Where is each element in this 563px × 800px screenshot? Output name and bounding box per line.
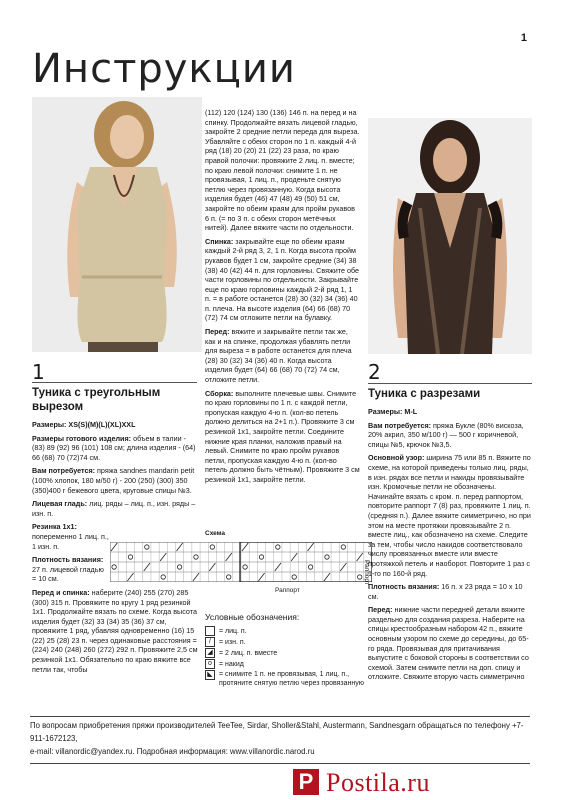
- page-number: 1: [520, 32, 527, 44]
- m2-materials-value: пряжа Букле (80% вискоза, 20% акрил, 350 м/100 г) — 500 г коричневой, спицы №5, крючок №3,5.: [368, 420, 524, 449]
- m2-front-value: нижние части передней детали вяжите раздельно для создания разреза. Наберите на спицы крестообразным набором 42 п., вяжите основным узором по схеме до середины, до 65-го ряда. Провязывая для притачивания выпустите с боковой стороны в соответствии со схемой. Затем снимите петли на доп. спицу и отложите. Свяжите вторую часть симметрично: [368, 605, 529, 682]
- sizes-label: Размеры:: [32, 420, 67, 429]
- model1-title: Туника с треугольным вырезом: [32, 387, 161, 413]
- scheme-label: Схема: [205, 530, 226, 537]
- rib-value: попеременно 1 лиц. п., 1 изн. п.: [32, 531, 109, 551]
- col2-paragraph: (112) 120 (124) 130 (136) 146 п. на перед и на спинку. Продолжайте вязать лицевой гладью, закройте 2 средние петли переда для выреза. Убавляйте с обеих сторон по 1 п. каждый 4-й ряд (18) 20 (20) 21 (22) 23 раза, по краю правой полочки: провяжите 2 лиц. п. вместе; по краю левой полочки: снимите 1 п. не провязывая, 1 лиц. п., проденьте снятую петлю через провязанную. Когда высота изделия будет (46) 47 (48) 49 (50) 51 см, закройте по обеим краям для пройм рукавов 6 п. (= по 3 п. с обеих сторон метёчных нитей). Далее вяжите части по отдельности.: [205, 108, 360, 233]
- page-title: Инструкции: [32, 46, 296, 92]
- front-back-label: Перед и спинка:: [32, 587, 90, 597]
- knitting-scheme: [110, 542, 372, 582]
- model2-rule: [368, 383, 532, 384]
- model1-column2: [205, 108, 360, 489]
- model2-photo: [368, 118, 532, 354]
- front-label: Перед:: [205, 327, 230, 337]
- rib-label: Резинка 1х1:: [32, 522, 77, 532]
- front-value: вяжите и закрывайте петли так же, как и на спинке, продолжая убавлять петли для выреза = в работе останется для плеча (28) 30 (32) 34 (36) 40 п. Когда высота изделия будет (64) 66 (68) 70 (72) 74 см, отложите петли.: [205, 327, 352, 385]
- assembly-label: Сборка:: [205, 388, 234, 398]
- watermark-text: Postila.ru: [326, 768, 430, 797]
- model1-rule: [32, 382, 197, 383]
- finished-size-label: Размеры готового изделия:: [32, 433, 132, 443]
- back-label: Спинка:: [205, 236, 234, 246]
- footer-email[interactable]: e-mail: villanordic@yandex.ru: [30, 747, 133, 756]
- stockinette-label: Лицевая гладь:: [32, 499, 88, 509]
- scheme-repeat-label-vertical: Раппорт: [363, 560, 370, 585]
- back-value: закрывайте еще по обеим краям каждый 2-й ряд 3, 2, 1 п. Когда высота пройм рукавов будет 1 см, закройте средние (34) 38 (38) 40 (42) 44 п. для горловины. Свяжите обе части горловины по отдельности. Закрывайте еще по краю горловины каждый 2-й ряд 1, 1 п. = в работе останется (28) 30 (32) 34 (36) 40 п. плеча. На высоте изделия (64) 66 (68) 70 (72) 74 см отложите петли на булавку.: [205, 236, 360, 323]
- m2-sizes-value: M-L: [404, 407, 418, 416]
- legend: [205, 612, 365, 688]
- legend-item: ◢ = 2 лиц. п. вместе: [205, 648, 365, 659]
- m2-front-label: Перед:: [368, 605, 393, 615]
- gauge-value: 27 п. лицевой гладью = 10 см.: [32, 564, 104, 584]
- model2-photo-illustration: [368, 118, 532, 354]
- materials-label: Вам потребуется:: [32, 466, 96, 476]
- scheme-grid: [110, 542, 372, 582]
- legend-item: / = изн. п.: [205, 637, 365, 648]
- finished-size-value: объем в талии - (83) 89 (92) 96 (101) 108 см; длина изделия - (64) 66 (68) 70 (72)74 см.: [32, 433, 196, 462]
- assembly-value: выполните плечевые швы. Снимите по краю горловины по 1 п. с каждой петли, пропуская каждую 4-ю п. (кол-во петель должно делиться на 2+1 п.). Провяжите 3 см резинкой 1х1, закройте петли. Соедините нижние края планки, наложив правый на левый. Снимите по краю пройм рукавов петли, пропуская каждую 4-ю п. (кол-во петель должно быть чётным). Провяжите 3 см резинкой 1х1, закройте петли.: [205, 388, 360, 484]
- front-back-value: наберите (240) 255 (270) 285 (300) 315 п. Провяжите по кругу 1 ряд резинкой 1х1. Продолжайте вязать по схеме. Когда высота изделия будет (32) 33 (34) 35 (36) 37 см, провяжите 1 ряд, убавляя одновременно (16) 15 (22) 25 (28) 23 п. через одинаковые расстояния = (224) 240 (248) 260 (272) 292 п. Провяжите 2,5 см резинкой 1х1. Обязательно по краю вяжите все петли так, чтобы: [32, 587, 198, 674]
- model1-photo: [32, 97, 202, 352]
- footer: [30, 716, 530, 764]
- footer-website[interactable]: Подробная информация: www.villanordic.narod.ru: [136, 747, 315, 756]
- m2-gauge-value: 16 п. х 23 ряда = 10 х 10 см.: [368, 582, 523, 601]
- m2-sizes-label: Размеры:: [368, 407, 403, 416]
- skp-icon: ◣: [205, 670, 215, 680]
- watermark-logo-icon: P: [293, 769, 319, 795]
- legend-item: ◣ = снимите 1 п. не провязывая, 1 лиц. п., протяните снятую петлю через провязанную: [205, 670, 365, 688]
- m2-materials-label: Вам потребуется:: [368, 420, 432, 430]
- model2-title: Туника с разрезами: [368, 388, 481, 400]
- footer-line2: e-mail: villanordic@yandex.ru. Подробная информация: www.villanordic.narod.ru: [30, 747, 315, 756]
- sizes-value: XS(S)(M)(L)(XL)XXL: [68, 420, 136, 429]
- legend-item: = лиц. п.: [205, 626, 365, 637]
- legend-item: o = накид: [205, 659, 365, 670]
- m2-pattern-value: ширина 75 или 85 п. Вяжите по схеме, на которой приведены только лиц. ряды, в изн. рядах все петли и накиды провязывайте изн. Кромочные петли не обозначены. Начинайте вязать с кром. п. перед раппортом, повторите раппорт 7 (8) раз, провяжите 1 лиц. п. (средняя п.). Далее вяжите симметрично, но при этом на месте протяжки провязывайте 2 п. вместе лиц., как обозначено на схеме. Следите за тем, чтобы число накидов соответствовало числу провязанных вместе или вместе протяжкой петель и наоборот. Повторите 1 раз с 1-го по 160-й ряд.: [368, 453, 531, 578]
- model1-photo-illustration: [32, 97, 202, 352]
- k2tog-icon: ◢: [205, 648, 215, 658]
- m2-gauge-label: Плотность вязания:: [368, 582, 440, 592]
- m2-pattern-label: Основной узор:: [368, 453, 425, 463]
- gauge-label: Плотность вязания:: [32, 555, 104, 565]
- knit-stitch-icon: [205, 626, 215, 636]
- stockinette-value: лиц. ряды – лиц. п., изн. ряды – изн. п.: [32, 499, 196, 518]
- footer-line1: По вопросам приобретения пряжи производителей TeeTee, Sirdar, Sholler&Stahl, Austermann, Sandnesgarn обращаться по телефону +7-911-1672123,: [30, 721, 524, 743]
- legend-title: Условные обозначения:: [205, 612, 300, 622]
- purl-stitch-icon: /: [205, 637, 215, 647]
- model2-number: 2: [368, 360, 381, 384]
- yarn-over-icon: o: [205, 659, 215, 669]
- model1-number: 1: [32, 360, 45, 384]
- model2-column: [368, 407, 532, 686]
- materials-value: пряжа sandnes mandarin petit (100% хлопок, 180 м/50 г) - 200 (250) (300) 350 (350)400 г бежевого цвета, круговые спицы №3.: [32, 466, 195, 495]
- scheme-repeat-label: Раппорт: [275, 587, 300, 594]
